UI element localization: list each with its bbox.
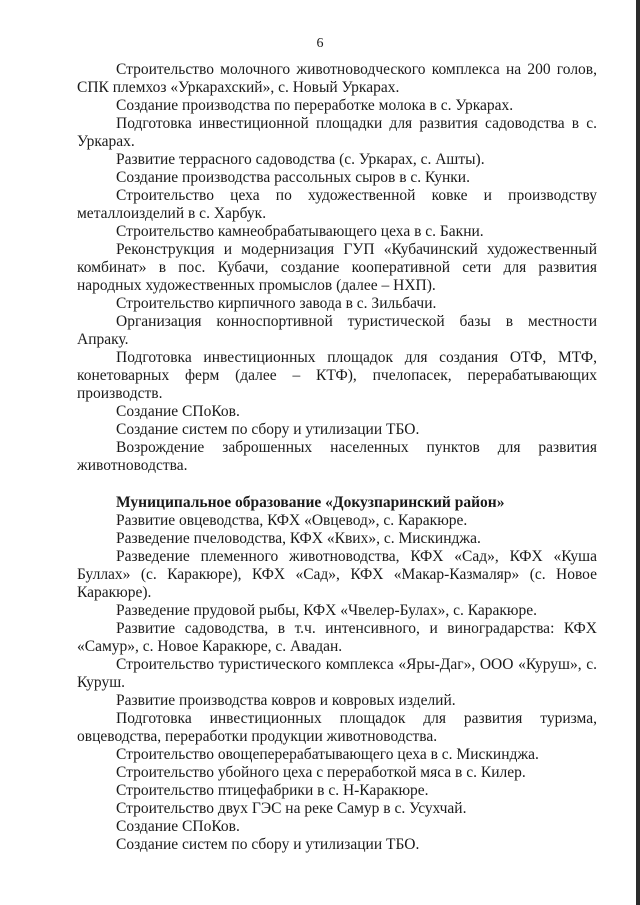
section-paragraph: Создание систем по сбору и утилизации ТБО. bbox=[116, 836, 420, 853]
section-paragraph: Подготовка инвестиционных площадок для развития туризма, овцеводства, переработки продукции животноводства. bbox=[77, 710, 597, 745]
section-paragraph: Развитие садоводства, в т.ч. интенсивного, и виноградарства: КФХ «Самур», с. Новое Каракюре, с. Авадан. bbox=[77, 620, 597, 655]
section-paragraph: Разведение пчеловодства, КФХ «Квих», с. Мискинджа. bbox=[116, 530, 481, 547]
paragraph: Подготовка инвестиционной площадки для развития садоводства в с. Уркарах. bbox=[77, 115, 597, 150]
paragraph: Создание систем по сбору и утилизации ТБО. bbox=[116, 421, 420, 438]
page-number: 6 bbox=[316, 36, 324, 51]
paragraph: Строительство цеха по художественной ковке и производству металлоизделий в с. Харбук. bbox=[77, 187, 597, 222]
section-paragraph: Строительство туристического комплекса «Яры-Даг», ООО «Куруш», с. Куруш. bbox=[77, 656, 597, 691]
section-paragraph: Разведение племенного животноводства, КФХ «Сад», КФХ «Куша Буллах» (с. Каракюре), КФХ «Сад», КФХ «Макар-Казмаляр» (с. Новое Каракюре). bbox=[77, 548, 597, 601]
section-heading: Муниципальное образование «Докузпаринский район» bbox=[116, 494, 505, 511]
section-paragraph: Разведение прудовой рыбы, КФХ «Чвелер-Булах», с. Каракюре. bbox=[116, 602, 537, 619]
paragraph: Реконструкция и модернизация ГУП «Кубачинский художественный комбинат» в пос. Кубачи, создание кооперативной сети для развития народных художественных промыслов (далее – НХП). bbox=[77, 241, 597, 294]
document-body bbox=[77, 61, 597, 854]
section-paragraph: Строительство птицефабрики в с. Н-Каракюре. bbox=[116, 782, 429, 799]
paragraph: Развитие террасного садоводства (с. Уркарах, с. Ашты). bbox=[116, 151, 485, 168]
section-paragraph: Создание СПоКов. bbox=[116, 818, 240, 835]
paragraph: Создание производства по переработке молока в с. Уркарах. bbox=[116, 97, 514, 114]
paragraph: Возрождение заброшенных населенных пунктов для развития животноводства. bbox=[77, 439, 597, 474]
section-paragraph: Строительство убойного цеха с переработкой мяса в с. Килер. bbox=[116, 764, 526, 781]
paragraph: Строительство кирпичного завода в с. Зильбачи. bbox=[116, 295, 437, 312]
paragraph: Строительство камнеобрабатывающего цеха в с. Бакни. bbox=[116, 223, 484, 240]
paragraph: Подготовка инвестиционных площадок для создания ОТФ, МТФ, конетоварных ферм (далее – КТФ), пчелопасек, перерабатывающих производств. bbox=[77, 349, 597, 402]
paragraph: Создание СПоКов. bbox=[116, 403, 240, 420]
paragraph: Создание производства рассольных сыров в с. Кунки. bbox=[116, 169, 470, 186]
paragraph: Строительство молочного животноводческого комплекса на 200 голов, СПК племхоз «Уркарахский», с. Новый Уркарах. bbox=[77, 61, 597, 96]
section-paragraph: Развитие производства ковров и ковровых изделий. bbox=[116, 692, 456, 709]
section-paragraph: Строительство овощеперерабатывающего цеха в с. Мискинджа. bbox=[116, 746, 539, 763]
page-edge-shadow bbox=[636, 0, 640, 905]
section-paragraph: Строительство двух ГЭС на реке Самур в с. Усухчай. bbox=[116, 800, 467, 817]
section-paragraph: Развитие овцеводства, КФХ «Овцевод», с. Каракюре. bbox=[116, 512, 468, 529]
paragraph: Организация конноспортивной туристической базы в местности Апраку. bbox=[77, 313, 597, 348]
